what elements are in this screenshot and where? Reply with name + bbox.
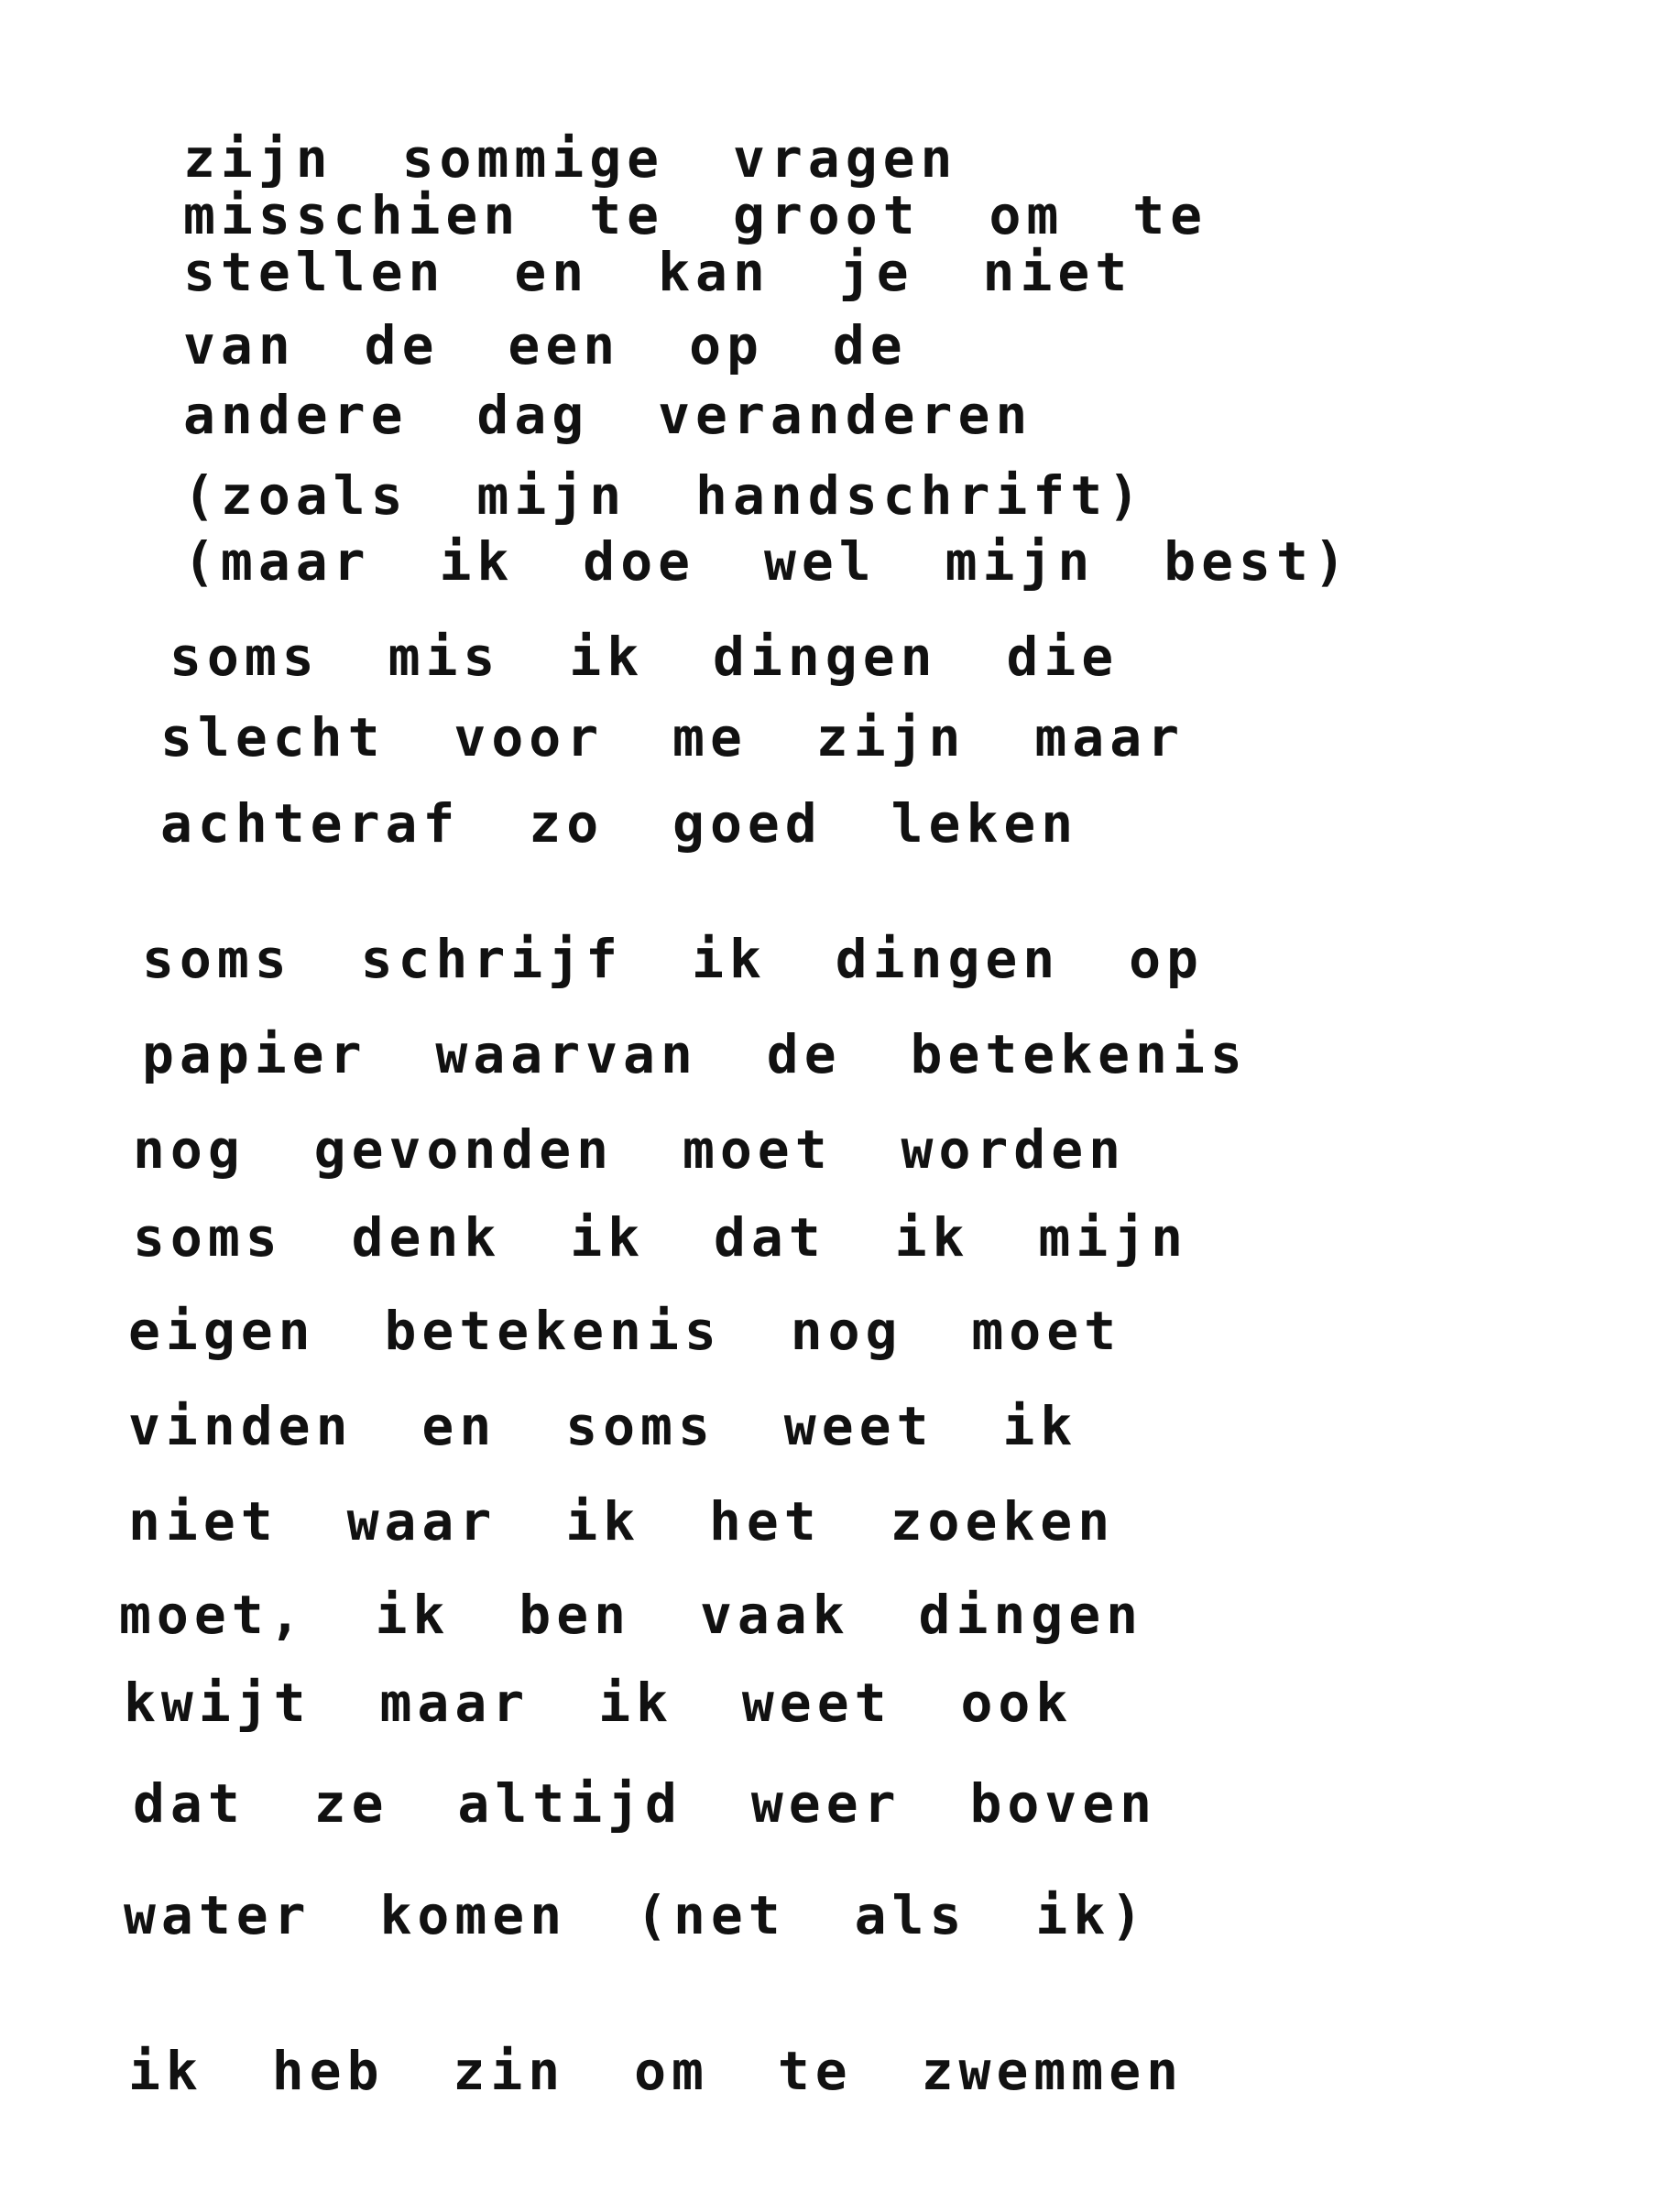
poem-line: eigen betekenis nog moet (128, 1300, 1122, 1362)
poem-line: papier waarvan de betekenis (142, 1023, 1248, 1085)
poem-line: soms denk ik dat ik mijn (133, 1206, 1189, 1269)
poem-line: achteraf zo goed leken (160, 792, 1079, 855)
poem-line: misschien te groot om te (183, 184, 1208, 246)
poem-line: stellen en kan je niet (183, 241, 1133, 303)
poem-line: zijn sommige vragen (183, 127, 958, 190)
poem-line: moet, ik ben vaak dingen (119, 1584, 1144, 1646)
poem-line: (zoals mijn handschrift) (183, 464, 1146, 527)
poem-line: nog gevonden moet worden (133, 1118, 1127, 1181)
poem-line: ik heb zin om te zwemmen (128, 2040, 1185, 2102)
poem-line: dat ze altijd weer boven (133, 1772, 1158, 1835)
poem-line: slecht voor me zijn maar (160, 706, 1186, 768)
poem-line: (maar ik doe wel mijn best) (183, 530, 1351, 593)
poem-line: niet waar ik het zoeken (128, 1490, 1116, 1553)
poem-line: soms mis ik dingen die (169, 626, 1120, 688)
poem-line: andere dag veranderen (183, 384, 1033, 446)
poem-line: van de een op de (183, 314, 908, 376)
poem-line: vinden en soms weet ik (128, 1395, 1078, 1457)
poem-line: soms schrijf ik dingen op (142, 928, 1204, 990)
poem-line: kwijt maar ik weet ook (124, 1672, 1074, 1734)
poem-line: water komen (net als ik) (124, 1884, 1149, 1946)
